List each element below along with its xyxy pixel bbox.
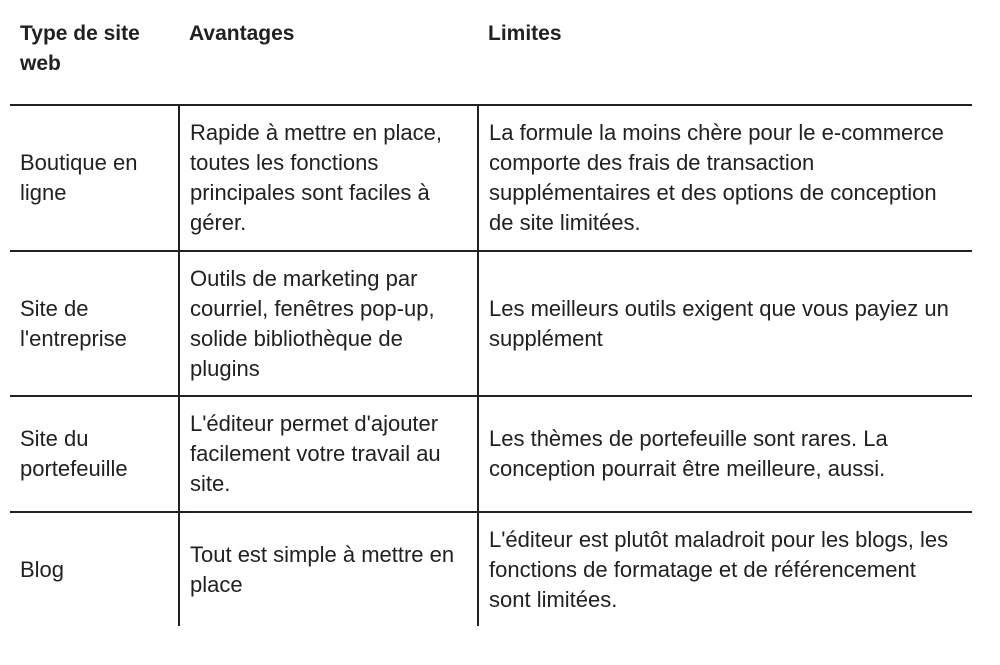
cell-limits: La formule la moins chère pour le e-commerce comporte des frais de transaction supplémentaires et des options de conception de site limitées. [478,105,972,251]
cell-advantages: L'éditeur permet d'ajouter facilement votre travail au site. [179,396,478,512]
cell-limits: Les thèmes de portefeuille sont rares. La conception pourrait être meilleure, aussi. [478,396,972,512]
table-body [10,105,972,626]
cell-site-type: Site de l'entreprise [10,251,179,396]
site-type-comparison-table [10,16,972,626]
header-advantages: Avantages [179,16,478,105]
table-row [10,396,972,512]
cell-site-type: Site du portefeuille [10,396,179,512]
cell-advantages: Tout est simple à mettre en place [179,512,478,626]
cell-site-type: Blog [20,556,65,582]
cell-limits: L'éditeur est plutôt maladroit pour les blogs, les fonctions de formatage et de référencement sont limitées. [478,512,972,626]
comparison-table-container [10,16,972,626]
cell-advantages: Outils de marketing par courriel, fenêtres pop-up, solide bibliothèque de plugins [179,251,478,396]
header-row [10,16,972,105]
header-site-type: Type de site web [10,16,179,105]
table-row [10,105,972,251]
cell-site-type: Boutique en ligne [10,105,179,251]
cell-limits: Les meilleurs outils exigent que vous payiez un supplément [478,251,972,396]
cell-advantages: Rapide à mettre en place, toutes les fonctions principales sont faciles à gérer. [179,105,478,251]
table-row [10,512,972,626]
table-row [10,251,972,396]
header-limits: Limites [478,16,972,105]
table-header [10,16,972,105]
